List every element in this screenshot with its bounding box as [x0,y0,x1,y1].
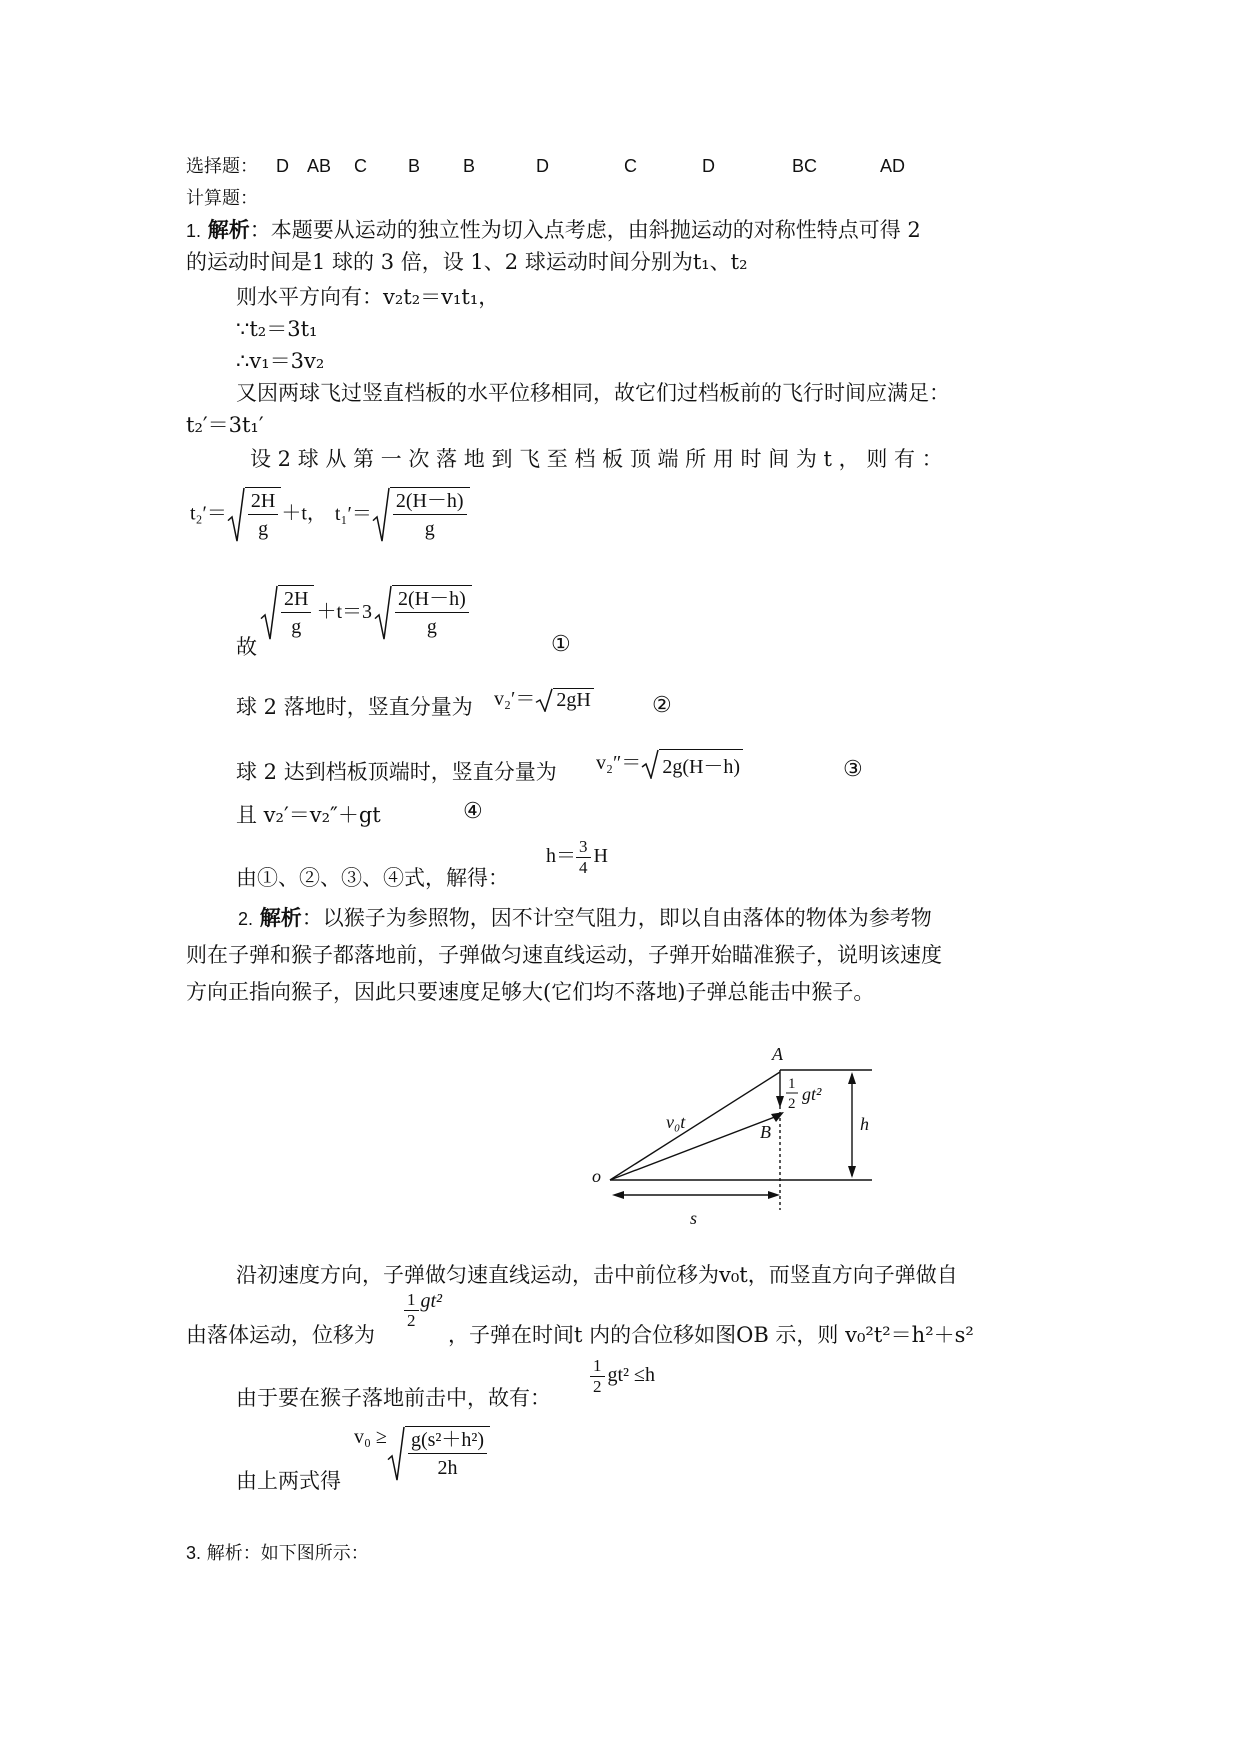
choice-answer-2: AB [307,156,332,176]
p2-disp-formula [404,1290,442,1331]
f1-t1-label: t₁′＝ [334,502,372,525]
ineq-num: 1 [590,1356,605,1377]
p2-res-num: g(s²＋h²) [408,1427,487,1454]
arrow-head-s-left [612,1191,624,1199]
f1-sqrt1 [227,487,281,543]
f2-num1: 2H [281,586,311,613]
arrow-head-s-right [768,1191,780,1199]
p3-line [186,1538,369,1569]
p2-res-lhs: v₀ ≥ [354,1426,387,1448]
f4-rad: 2g(H－h) [659,749,743,779]
label-h: h [860,1114,869,1134]
ineq-rest: gt² ≤h [607,1364,656,1387]
disp-num: 1 [404,1290,419,1311]
projectile-diagram [590,1030,890,1240]
choice-answer-1: D [276,156,289,176]
sqrt-icon [535,688,553,712]
res-num: 3 [576,837,591,858]
choice-answer-3: C [354,156,367,176]
p1-text1: ：本题要从运动的独立性为切入点考虑，由斜抛运动的对称性特点可得 2 [249,218,921,242]
p2-line1 [238,903,932,934]
res-h: h＝ [546,845,576,868]
p2-line7: 由上两式得 [236,1469,341,1493]
res-den: 4 [579,858,588,877]
p1-formula2 [260,585,472,641]
ray-OA [610,1072,780,1180]
label-A: A [772,1044,783,1064]
f4-sqrt [641,749,743,779]
p1-line2: 的运动时间是1 球的 3 倍，设 1、2 球运动时间分别为t₁、t₂ [186,250,748,274]
f1-t2-label: t₂′＝ [190,502,227,525]
arrow-head-h-top [848,1072,856,1084]
circle-1: ① [551,632,571,657]
sqrt-icon [387,1426,405,1482]
p1-ball2-land: 球 2 落地时，竖直分量为 [236,695,473,719]
p1-number: 1. [186,221,202,241]
p2-head: 解析 [259,905,302,930]
label-v0t: v₀t [666,1112,686,1132]
p2-result [354,1426,490,1482]
choice-answer-4: B [408,156,421,176]
p1-ball2-top: 球 2 达到档板顶端时，竖直分量为 [236,760,557,784]
choice-answer-6: D [536,156,549,176]
f3-rad: 2gH [553,688,593,712]
ray-OB [610,1115,780,1180]
p1-line3: 则水平方向有：v₂t₂＝v₁t₁， [236,285,500,309]
p1-line1 [186,215,921,246]
f1-sqrt2 [372,487,470,543]
f2-sqrt1 [260,585,314,641]
f4-lhs: v₂″＝ [596,752,642,774]
label-B: B [760,1122,771,1142]
disp-den: 2 [407,1311,416,1330]
choice-answer-9: BC [792,156,818,176]
calc-label: 计算题： [186,188,258,209]
disp-gt2: gt² [420,1290,443,1312]
label-gt2: gt² [802,1084,822,1104]
f1-plus-t: ＋t， [281,502,327,525]
p1-gu: 故 [236,635,257,659]
choice-answer-7: C [624,156,637,176]
f1-num2: 2(H－h) [393,488,467,515]
sqrt-icon [372,487,390,543]
p2-line2: 则在子弹和猴子都落地前，子弹做匀速直线运动，子弹开始瞄准猴子，说明该速度 [186,943,942,967]
p2-ineq [590,1356,655,1397]
p1-line4: ∵t₂＝3t₁ [236,317,318,341]
choice-answer-8: D [702,156,715,176]
f2-sqrt2 [374,585,472,641]
p2-line5a: 由落体运动，位移为 [186,1323,375,1347]
choice-answer-5: B [463,156,476,176]
f2-den1: g [291,616,302,638]
f2-den2: g [426,616,437,638]
sqrt-icon [260,585,278,641]
circle-4: ④ [463,799,483,824]
f3-sqrt [535,688,593,712]
p1-line5: ∴v₁＝3v₂ [236,349,325,373]
p1-formula4 [596,746,743,779]
arrow-head-OB [771,1112,784,1122]
p2-line5b: ，子弹在时间t 内的合位移如图OB 示，则 v₀²t²＝h²＋s² [448,1323,974,1347]
arrow-head-h-bottom [848,1166,856,1178]
p3-text: 解析：如下图所示： [206,1543,369,1564]
p2-line4: 沿初速度方向，子弹做匀速直线运动，击中前位移为v₀t，而竖直方向子弹做自 [236,1263,958,1287]
f2-num2: 2(H－h) [395,586,469,613]
choice-label: 选择题： [186,156,258,177]
choice-answer-10: AD [880,156,906,176]
label-half-num: 1 [788,1076,796,1092]
circle-2: ② [652,693,672,718]
label-half-den: 2 [788,1096,796,1112]
p1-solve: 由①、②、③、④式，解得： [236,866,509,890]
p3-number: 3. [186,1543,202,1563]
p2-line5 [186,1320,375,1350]
label-s: s [690,1208,698,1228]
p2-line3: 方向正指向猴子，因此只要速度足够大(它们均不落地)子弹总能击中猴子。 [186,980,875,1004]
p2-line6: 由于要在猴子落地前击中，故有： [236,1386,551,1410]
p2-res-sqrt [387,1426,490,1482]
arrow-head-A-B [776,1096,784,1108]
p1-line8: 设 2 球 从 第 一 次 落 地 到 飞 至 档 板 顶 端 所 用 时 间 为 t ， 则 有 ： [250,447,943,471]
f1-den1: g [258,518,269,540]
f1-den2: g [424,518,435,540]
choice-answers-line [186,151,258,182]
p1-and-line: 且 v₂′＝v₂″＋gt [236,803,381,827]
f3-lhs: v₂′＝ [494,688,536,710]
p1-formula3 [494,682,594,712]
label-O: o [592,1166,601,1186]
f2-mid: ＋t＝3 [316,600,373,623]
p1-line6: 又因两球飞过竖直档板的水平位移相同，故它们过档板前的飞行时间应满足： [236,381,950,405]
p2-text1: ：以猴子为参照物，因不计空气阻力，即以自由落体的物体为参考物 [301,906,932,930]
sqrt-icon [374,585,392,641]
sqrt-icon [641,749,659,779]
p1-head: 解析 [207,217,250,242]
ineq-den: 2 [593,1377,602,1396]
sqrt-icon [227,487,245,543]
res-H: H [593,845,608,868]
p1-line7: t₂′＝3t₁′ [186,413,264,437]
circle-3: ③ [843,757,863,782]
p1-result [546,837,608,878]
f1-num1: 2H [248,488,278,515]
p2-number: 2. [238,909,254,929]
p1-formula1 [190,487,470,543]
p2-res-den: 2h [437,1457,458,1479]
